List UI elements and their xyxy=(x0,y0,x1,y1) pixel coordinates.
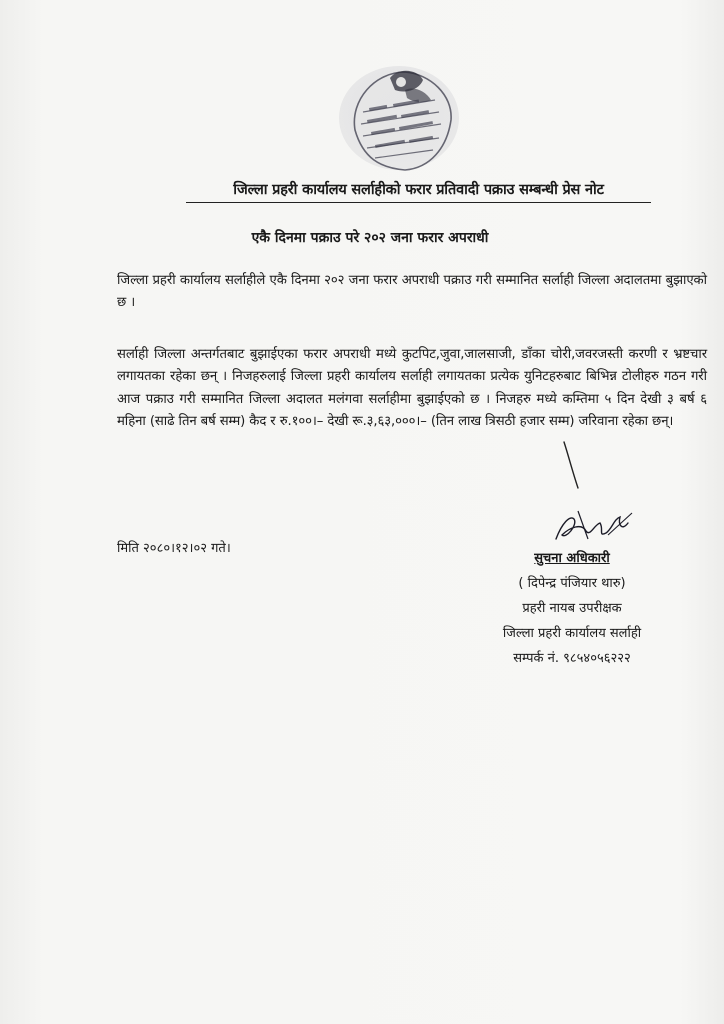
police-office-stamp xyxy=(335,60,465,175)
signatory-name: ( दिपेन्द्र पंजियार थारु) xyxy=(518,576,626,591)
signatory-office: जिल्ला प्रहरी कार्यालय सर्लाही xyxy=(502,626,642,641)
signatory-contact: सम्पर्क नं. ९८५४०५६२२२ xyxy=(513,651,631,666)
document-subtitle: एकै दिनमा पक्राउ परे २०२ जना फरार अपराधी xyxy=(251,230,489,246)
pen-mark xyxy=(560,440,582,490)
document-title: जिल्ला प्रहरी कार्यालय सर्लाहीको फरार प्रतिवादी पक्राउ सम्बन्धी प्रेस नोट xyxy=(186,179,651,203)
signature-block xyxy=(462,546,682,671)
signatory-role: सुचना अधिकारी xyxy=(534,551,610,566)
paragraph-summary: जिल्ला प्रहरी कार्यालय सर्लाहीले एकै दिनमा २०२ जना फरार अपराधी पक्राउ गरी सम्मानित सर्लाही जिल्ला अदालतमा बुझाएको छ । xyxy=(117,273,707,311)
paragraph-details: सर्लाही जिल्ला अन्तर्गतबाट बुझाईएका फरार अपराधी मध्ये कुटपिट,जुवा,जालसाजी, डाँका चोरी,जवरजस्ती करणी र भ्रष्टचार लगायतका रहेका छन् । निजहरुलाई जिल्ला प्रहरी कार्यालय सर्लाही लगायतका प्रत्येक युनिटहरुबाट बिभिन्न टोलीहरु गठन गरी आज पक्राउ गरी सम्मानित जिल्ला अदालत मलंगवा सर्लाहीमा बुझाईएको छ । निजहरु मध्ये कम्तिमा ५ दिन देखी ३ बर्ष ६ महिना (साढे तिन बर्ष सम्म) कैद र रु.१००।– देखी रू.३,६३,०००।– (तिन लाख त्रिसठी हजार सम्म) जरिवाना रहेका छन्। xyxy=(117,347,707,430)
signatory-rank: प्रहरी नायब उपरीक्षक xyxy=(522,601,622,616)
handwritten-signature xyxy=(548,505,638,550)
date-line: मिति २०८०।१२।०२ गते। xyxy=(117,541,231,556)
